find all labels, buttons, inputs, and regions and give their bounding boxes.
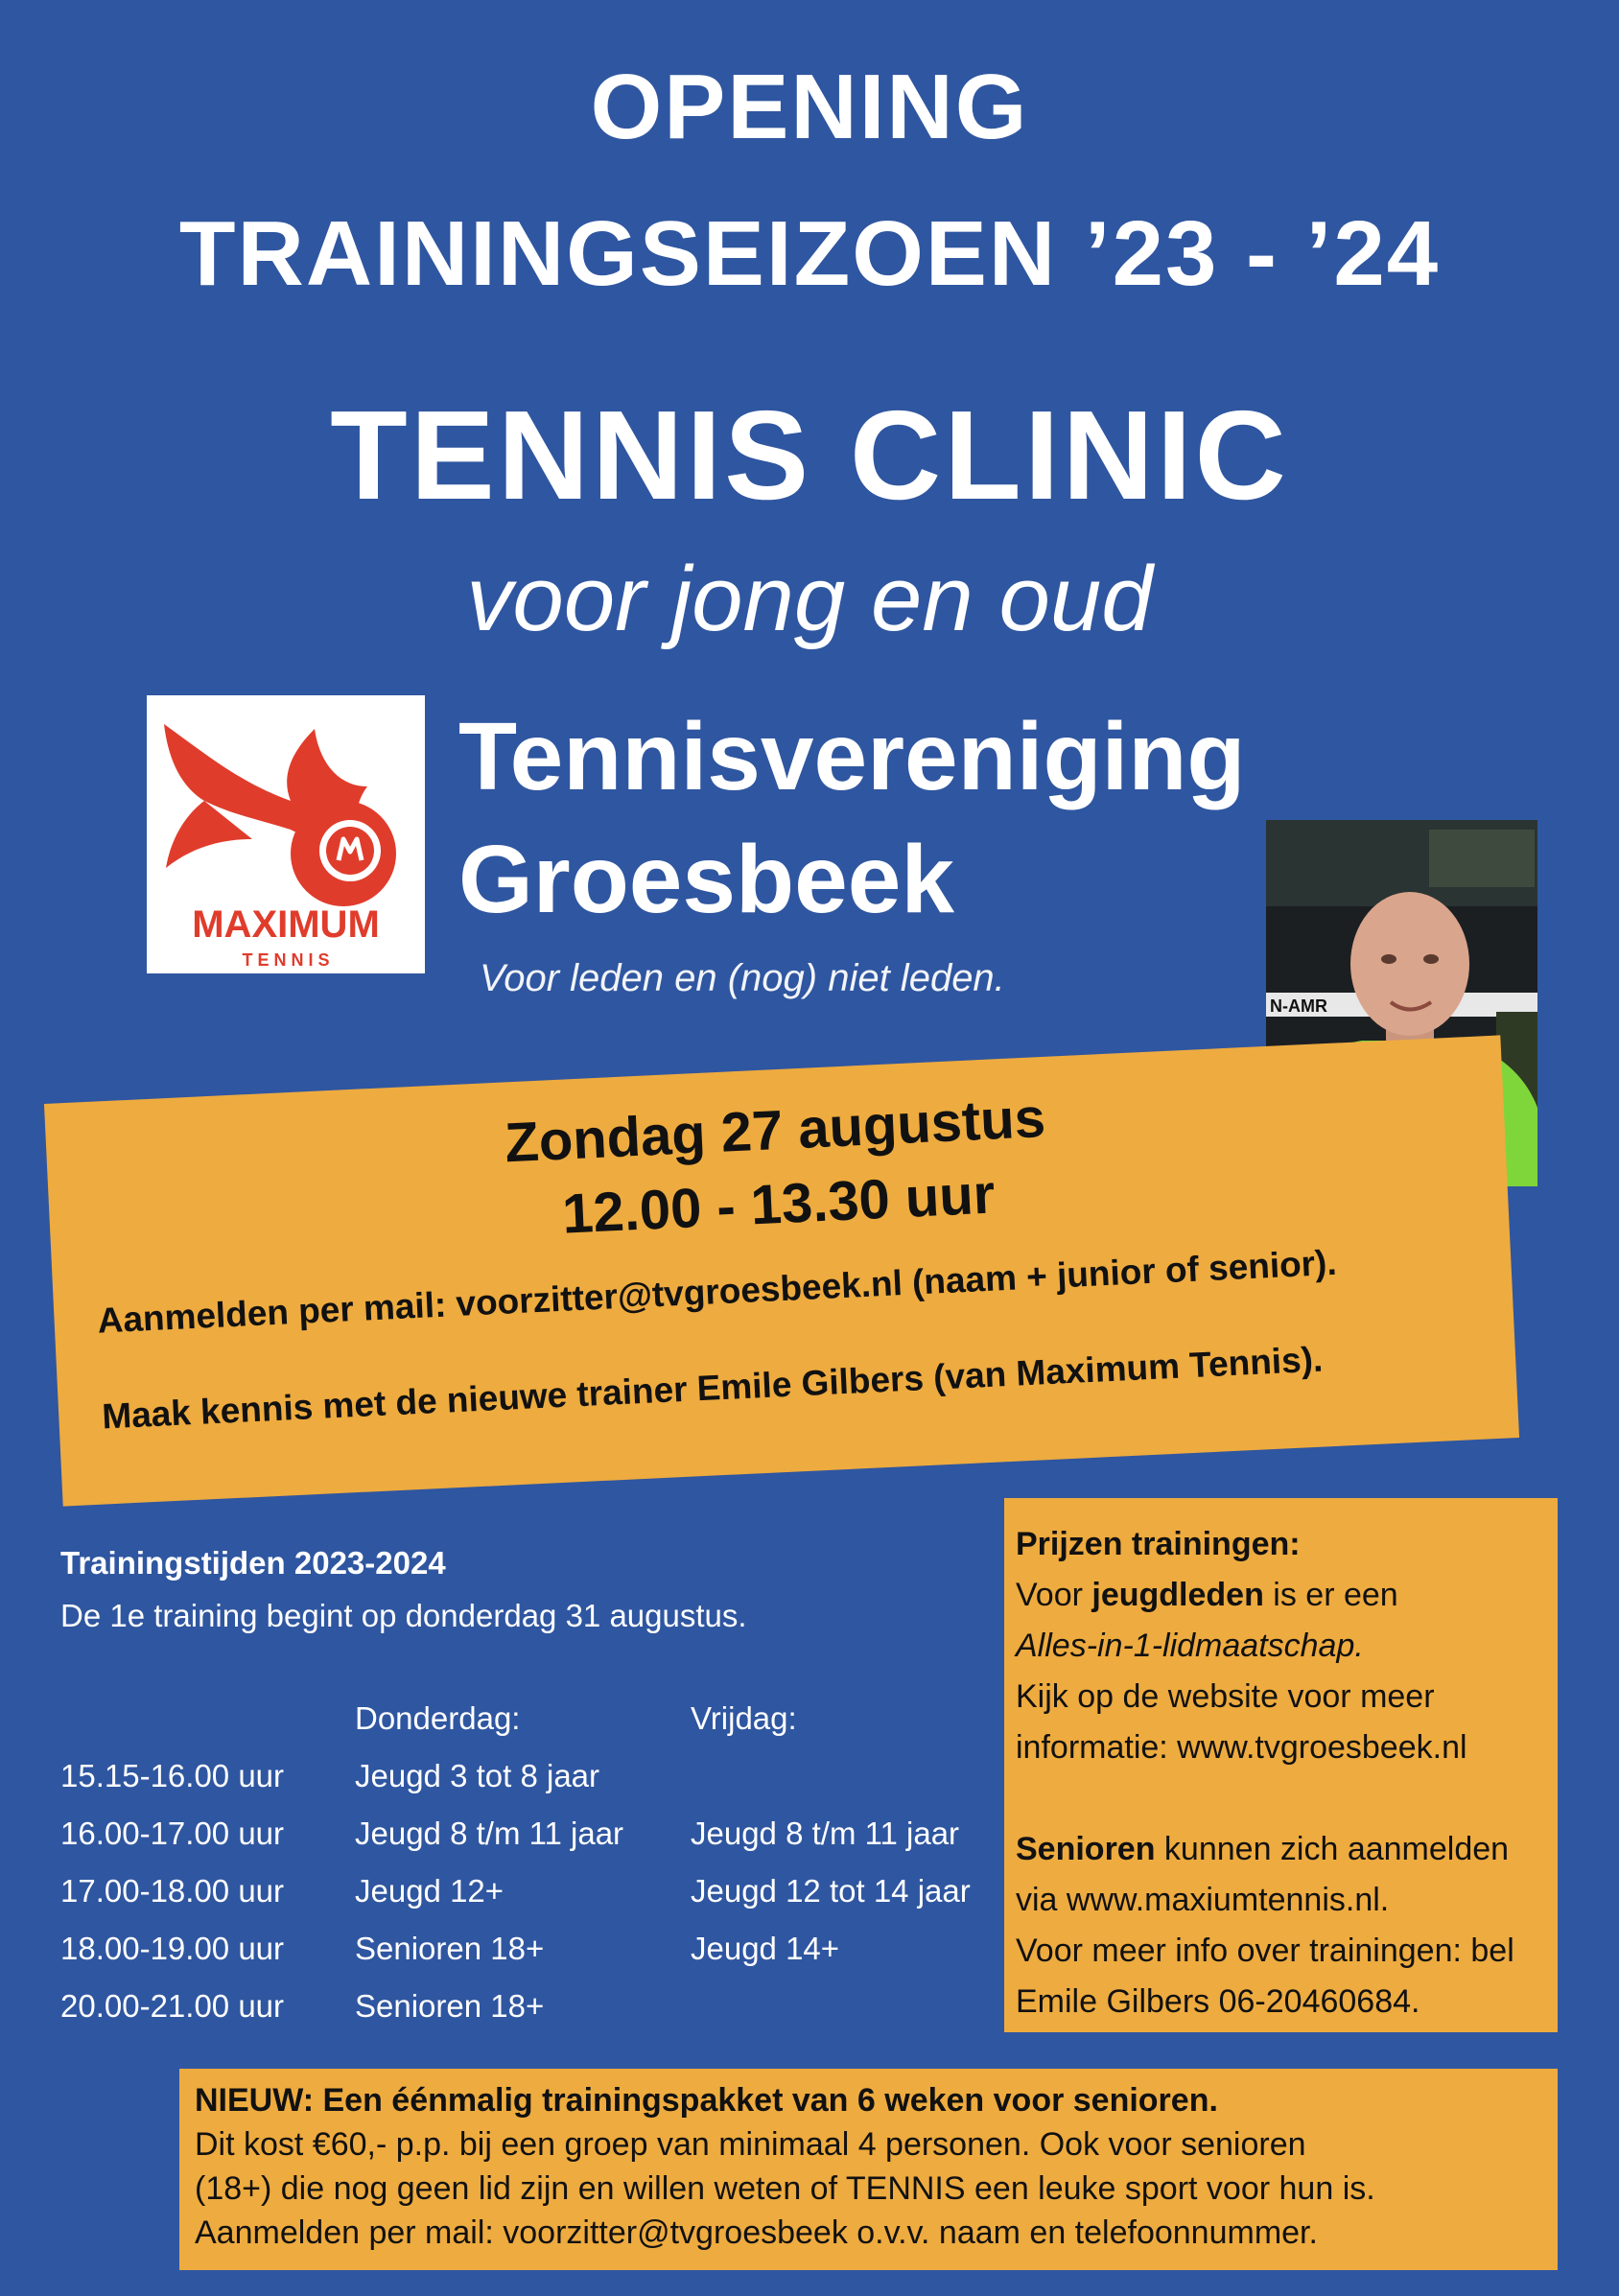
prices-spacer xyxy=(1016,1773,1553,1824)
prices-seniors-post: kunnen zich aanmelden xyxy=(1155,1831,1510,1867)
schedule-friday: Jeugd 12 tot 14 jaar xyxy=(691,1873,971,1909)
schedule-thursday: Jeugd 12+ xyxy=(355,1873,504,1909)
event-signup: Aanmelden per mail: voorzitter@tvgroesbeek.nl (naam + junior of senior). xyxy=(96,1242,1338,1341)
heading-opening: OPENING xyxy=(590,56,1029,158)
schedule-friday: Jeugd 14+ xyxy=(691,1931,840,1966)
event-time: 12.00 - 13.30 uur xyxy=(560,1162,997,1246)
event-box xyxy=(44,1035,1519,1506)
subtitle: voor jong en oud xyxy=(466,548,1153,650)
prices-info-line: Voor meer info over trainingen: bel xyxy=(1016,1933,1514,1969)
schedule-thursday: Senioren 18+ xyxy=(355,1988,545,2024)
new-offer-line2: (18+) die nog geen lid zijn en willen weten of TENNIS een leuke sport voor hun is. xyxy=(195,2170,1375,2207)
schedule-intro: De 1e training begint op donderdag 31 augustus. xyxy=(60,1598,747,1633)
prices-youth-line xyxy=(1016,1570,1553,1621)
logo-brand-text: MAXIMUM xyxy=(192,903,380,946)
page-title: TENNIS CLINIC xyxy=(330,385,1289,526)
event-date: Zondag 27 augustus xyxy=(503,1086,1047,1175)
schedule-title: Trainingstijden 2023-2024 xyxy=(60,1545,446,1581)
logo-sub-text: T E N N I S xyxy=(242,950,330,970)
prices-website-url: informatie: www.tvgroesbeek.nl xyxy=(1016,1729,1467,1766)
schedule-time: 18.00-19.00 uur xyxy=(60,1931,285,1966)
prices-youth-bold: jeugdleden xyxy=(1091,1577,1264,1613)
prices-seniors-line xyxy=(1016,1824,1553,1875)
new-offer-line3: Aanmelden per mail: voorzitter@tvgroesbeek o.v.v. naam en telefoonnummer. xyxy=(195,2214,1318,2251)
prices-youth-post: is er een xyxy=(1263,1577,1398,1613)
club-name-line1: Tennisvereniging xyxy=(458,703,1246,810)
event-trainer: Maak kennis met de nieuwe trainer Emile Gilbers (van Maximum Tennis). xyxy=(101,1339,1325,1437)
schedule-header-friday: Vrijdag: xyxy=(691,1700,797,1736)
schedule-friday: Jeugd 8 t/m 11 jaar xyxy=(691,1816,960,1851)
prices-membership: Alles-in-1-lidmaatschap. xyxy=(1016,1628,1364,1664)
prices-box xyxy=(1004,1498,1558,2032)
prices-youth-pre: Voor xyxy=(1016,1577,1092,1613)
maximum-tennis-logo xyxy=(147,695,425,973)
club-name-line2: Groesbeek xyxy=(458,826,954,933)
schedule-time: 16.00-17.00 uur xyxy=(60,1816,285,1851)
schedule-time: 15.15-16.00 uur xyxy=(60,1758,285,1793)
prices-contact: Emile Gilbers 06-20460684. xyxy=(1016,1983,1420,2020)
new-offer-title: NIEUW: Een éénmalig trainingspakket van 6 weken voor senioren. xyxy=(195,2082,1218,2119)
prices-seniors-bold: Senioren xyxy=(1016,1831,1156,1867)
schedule-thursday: Jeugd 8 t/m 11 jaar xyxy=(355,1816,624,1851)
new-offer-box xyxy=(179,2069,1558,2270)
prices-seniors-url: via www.maxiumtennis.nl. xyxy=(1016,1882,1390,1918)
schedule-time: 20.00-21.00 uur xyxy=(60,1988,285,2024)
heading-season: TRAININGSEIZOEN ’23 - ’24 xyxy=(178,202,1441,305)
schedule-header-thursday: Donderdag: xyxy=(355,1700,521,1736)
photo-sign-text: N-AMR xyxy=(1270,996,1327,1016)
flame-ball-icon xyxy=(147,695,425,973)
schedule-thursday: Jeugd 3 tot 8 jaar xyxy=(355,1758,600,1793)
schedule-thursday: Senioren 18+ xyxy=(355,1931,545,1966)
prices-website-line: Kijk op de website voor meer xyxy=(1016,1678,1435,1715)
schedule-time: 17.00-18.00 uur xyxy=(60,1873,285,1909)
club-name xyxy=(458,695,1246,941)
new-offer-line1: Dit kost €60,- p.p. bij een groep van minimaal 4 personen. Ook voor senioren xyxy=(195,2126,1306,2163)
members-note: Voor leden en (nog) niet leden. xyxy=(480,957,1005,999)
prices-title: Prijzen trainingen: xyxy=(1016,1526,1301,1562)
